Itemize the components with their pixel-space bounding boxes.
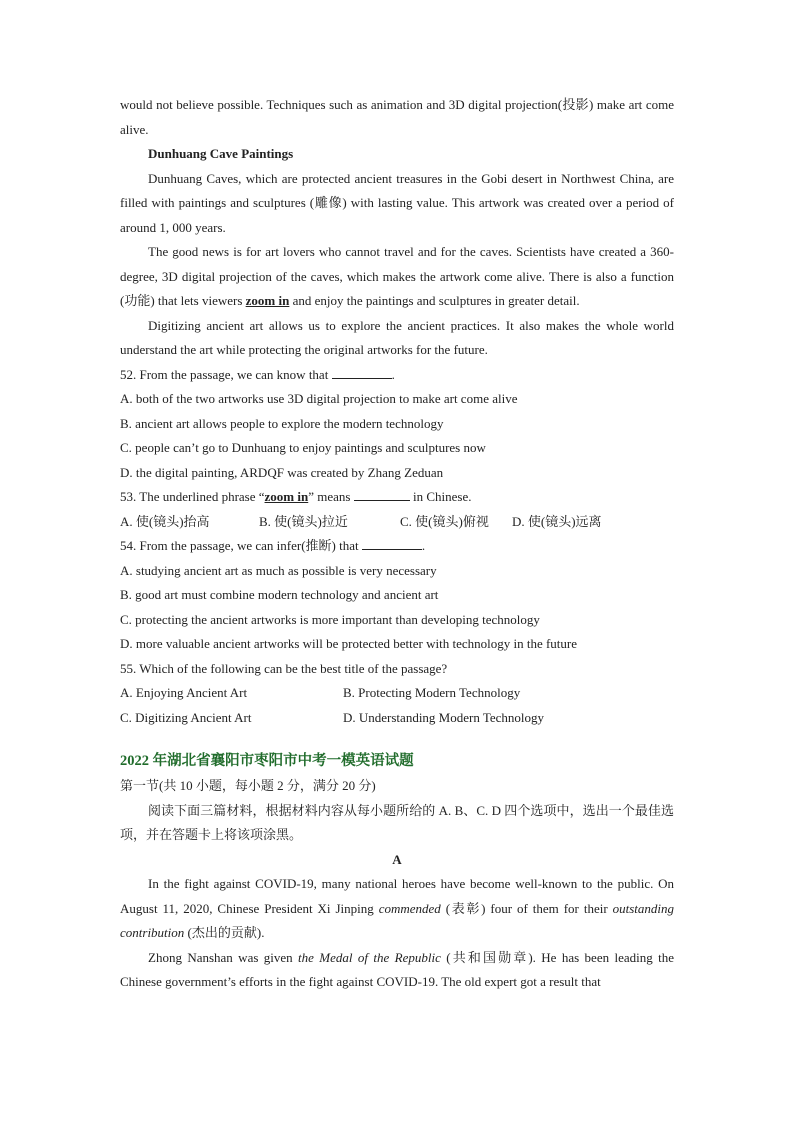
question-52-option-a: A. both of the two artworks use 3D digital projection to make art come alive [120,391,518,406]
question-55-options-row-2 [120,706,674,731]
question-54-option-d: D. more valuable ancient artworks will be protected better with technology in the future [120,636,578,651]
section-heading-dunhuang: Dunhuang Cave Paintings [148,146,294,161]
answer-blank [354,486,410,501]
question-52-option-d: D. the digital painting, ARDQF was created by Zhang Zeduan [120,464,444,480]
question-53-stem: 53. The underlined phrase “zoom in” means in Chinese. [120,485,674,510]
question-53-option-c: C. 使(镜头)俯视 [400,513,489,529]
answer-blank [362,535,422,550]
underlined-phrase: zoom in [245,293,290,308]
dunhuang-paragraph-3: Digitizing ancient art allows us to explore the ancient practices. It also makes the whole world understand the art while protecting the original artworks for the future. [120,317,674,357]
question-55-option-c: C. Digitizing Ancient Art [120,709,252,725]
exam-section-subtitle: 第一节(共 10 小题，每小题 2 分，满分 20 分) [120,778,376,793]
question-54-option-b: B. good art must combine modern technology and ancient art [120,587,439,602]
question-53-option-b: B. 使(镜头)拉近 [259,513,348,529]
question-55-options-row-1 [120,681,674,706]
question-53-option-a: A. 使(镜头)抬高 [120,513,210,529]
question-54-stem: 54. From the passage, we can infer(推断) that . [120,534,674,559]
exam-instructions: 阅读下面三篇材料，根据材料内容从每小题所给的 A. B、C. D 四个选项中，选出一个最佳选项，并在答题卡上将该项涂黑。 [120,802,674,842]
page-content [120,93,674,995]
question-55-option-d: D. Understanding Modern Technology [343,709,545,725]
exam-section-title: 2022 年湖北省襄阳市枣阳市中考一模英语试题 [120,753,414,769]
passage-a-paragraph-2: Zhong Nanshan was given the Medal of the Republic (共和国勋章). He has been leading the Chinese government’s efforts in the fight against COVID-19. The old expert got a result that [120,949,674,989]
dunhuang-paragraph-2: The good news is for art lovers who cannot travel and for the caves. Scientists have created a 360-degree, 3D digital projection of the caves, which makes the artwork come alive. There is also a function (功能) that lets viewers zoom in and enjoy the paintings and sculptures in greater detail. [120,244,674,308]
passage-a-paragraph-1: In the fight against COVID-19, many national heroes have become well-known to the public. On August 11, 2020, Chinese President Xi Jinping commended (表彰) four of them for their outstanding contribution (杰出的贡献). [120,876,675,940]
passage-continuation: would not believe possible. Techniques such as animation and 3D digital projection(投影) make art come alive. [120,97,674,137]
question-52-option-c: C. people can’t go to Dunhuang to enjoy paintings and sculptures now [120,440,486,455]
question-54-option-a: A. studying ancient art as much as possible is very necessary [120,562,437,578]
question-53-option-d: D. 使(镜头)远离 [512,513,602,529]
question-54-option-c: C. protecting the ancient artworks is more important than developing technology [120,611,540,627]
question-55-option-a: A. Enjoying Ancient Art [120,685,248,700]
question-53-options [120,510,674,535]
passage-label: A [392,851,402,867]
answer-blank [332,364,392,379]
dunhuang-paragraph-1: Dunhuang Caves, which are protected ancient treasures in the Gobi desert in Northwest China, are filled with paintings and sculptures (雕像) with lasting value. This artwork was created over a period of around 1, 000 years. [120,170,674,235]
question-55-option-b: B. Protecting Modern Technology [343,685,521,700]
question-52-stem: 52. From the passage, we can know that . [120,363,674,388]
question-52-option-b: B. ancient art allows people to explore the modern technology [120,415,444,431]
question-55-stem: 55. Which of the following can be the best title of the passage? [120,660,448,676]
